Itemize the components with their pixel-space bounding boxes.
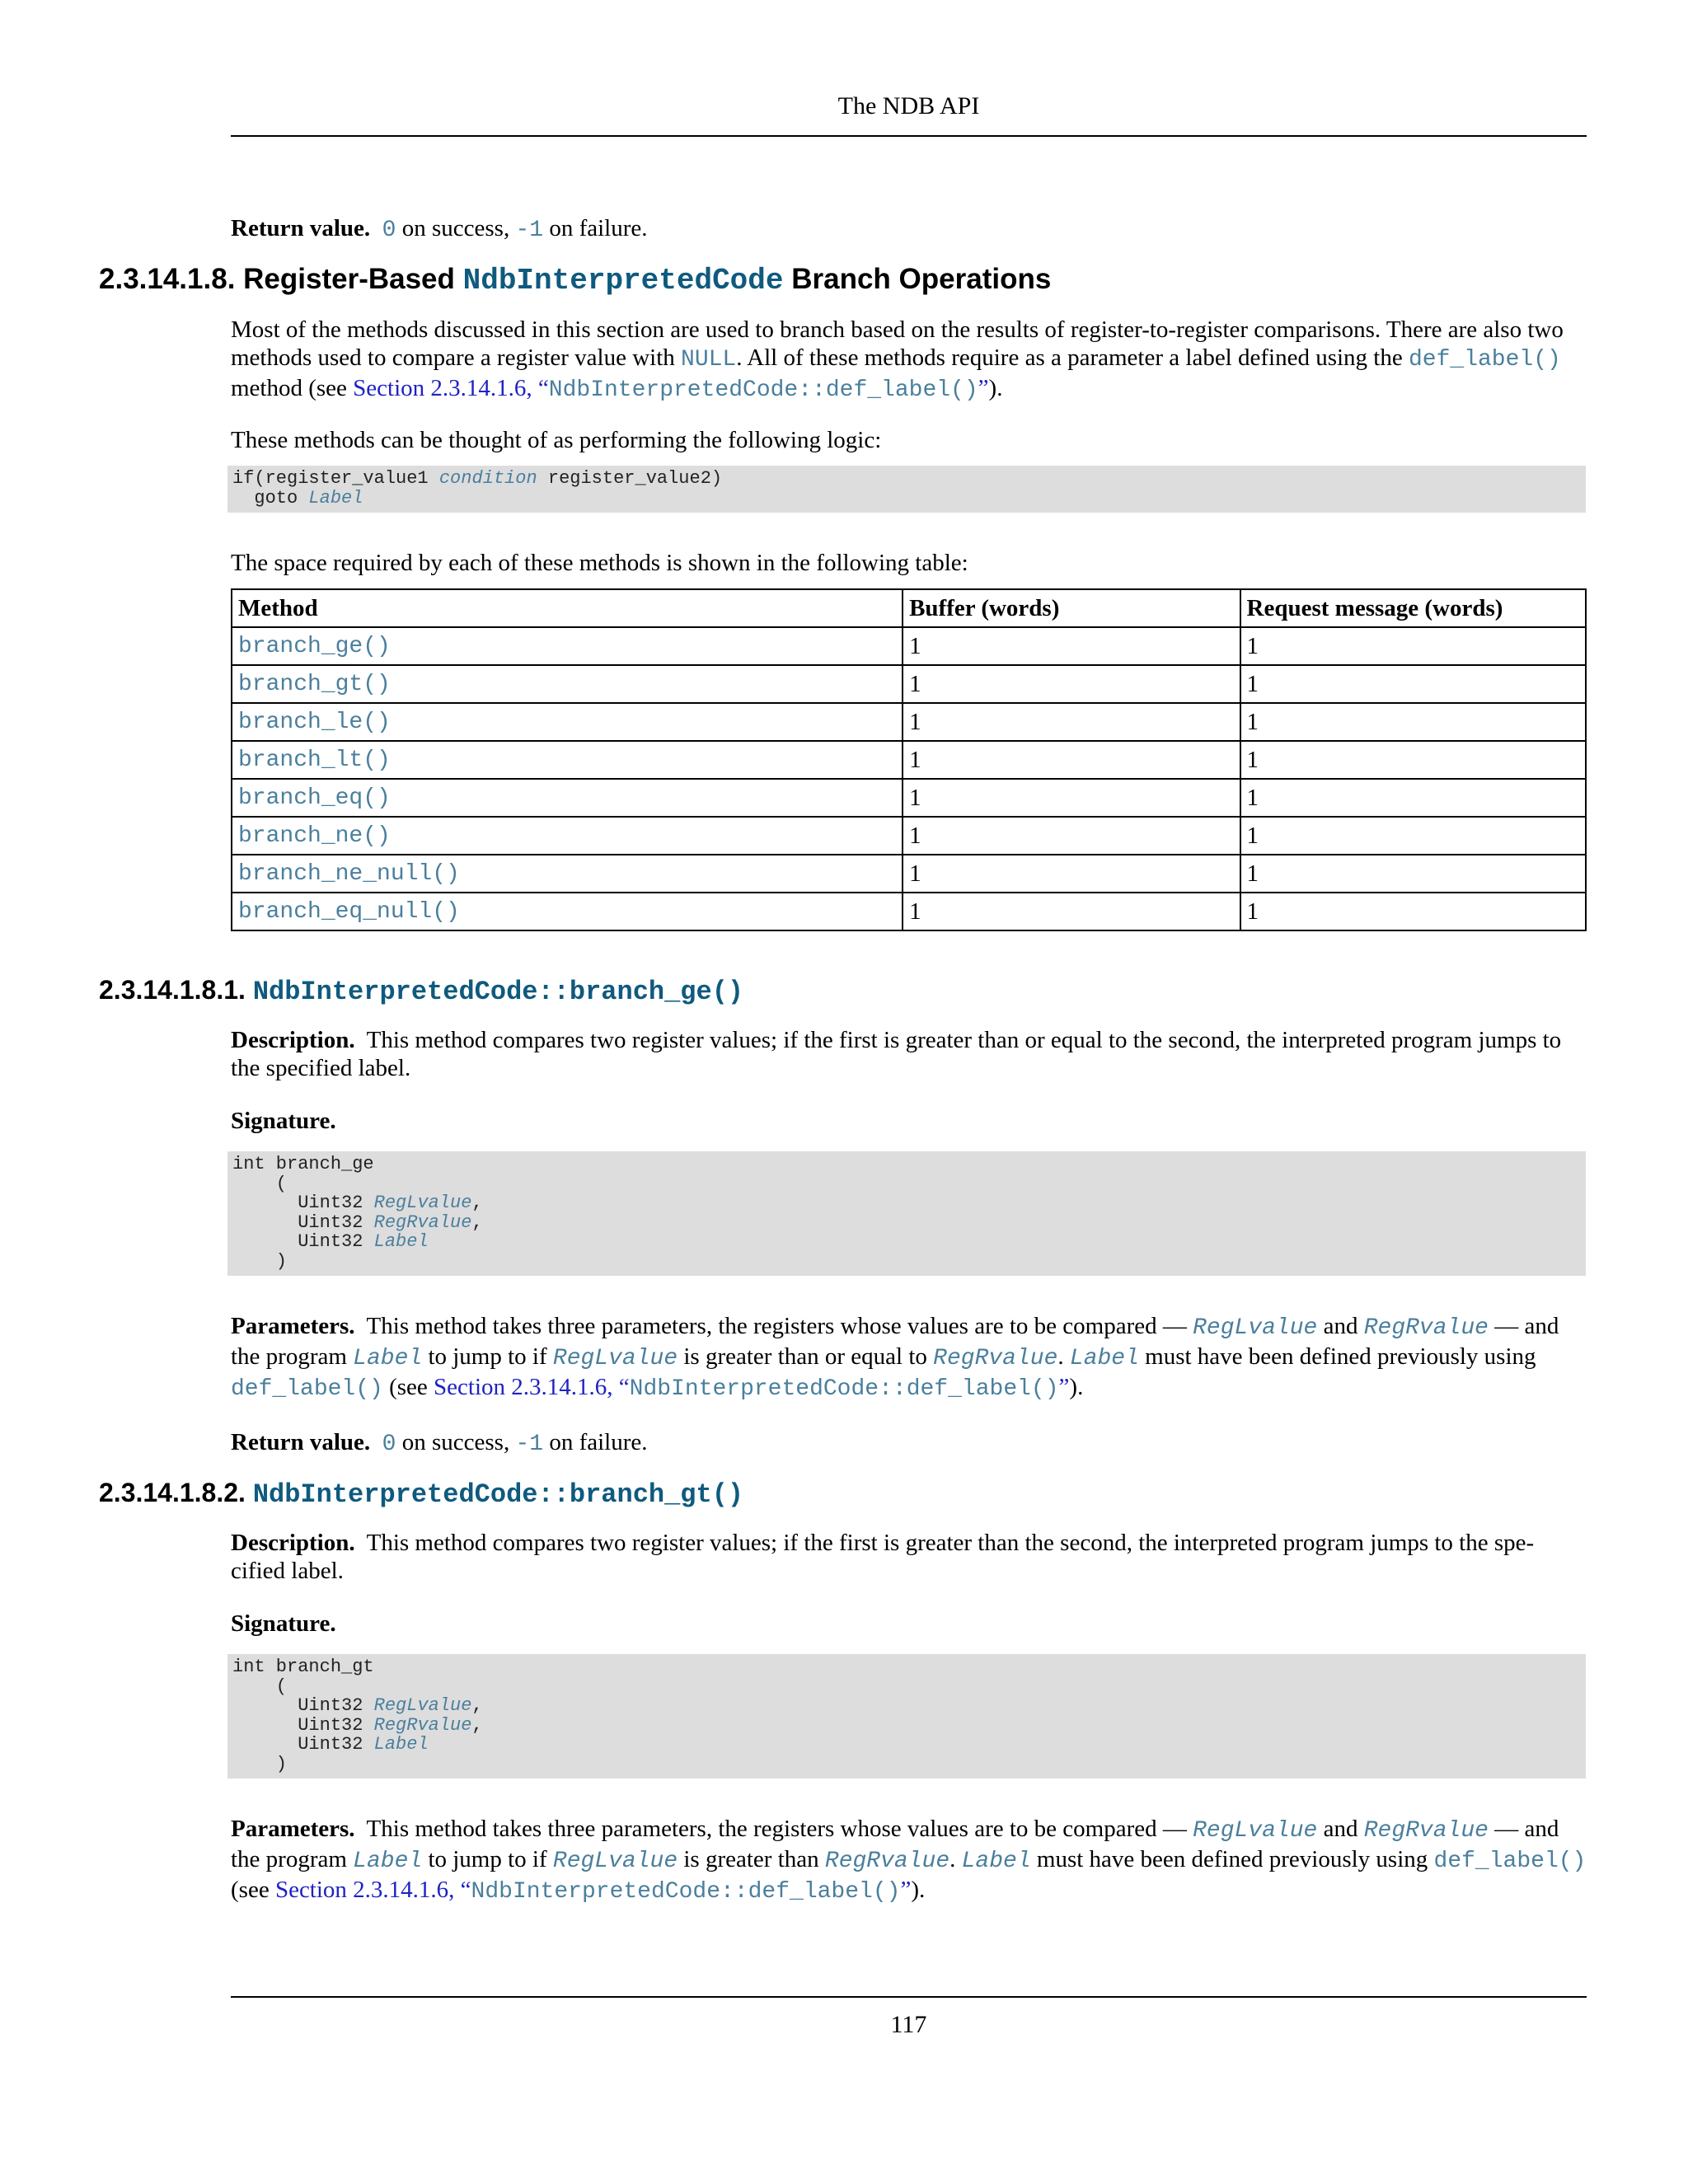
buffer-cell: 1	[903, 627, 1240, 665]
footer-rule	[231, 1996, 1587, 1998]
buffer-cell: 1	[903, 893, 1240, 930]
buffer-cell: 1	[903, 855, 1240, 893]
buffer-cell: 1	[903, 665, 1240, 703]
branch-gt-description: Description. This method compares two register values; if the first is greater than the second, the interpreted program jumps to the spe-cified label.	[231, 1530, 1535, 1584]
table-header-method: Method	[232, 589, 903, 627]
running-header: The NDB API	[837, 92, 980, 120]
return-zero: 0	[382, 218, 396, 243]
method-cell[interactable]: branch_ne()	[232, 817, 903, 855]
section-link-def-label[interactable]: Section 2.3.14.1.6, “NdbInterpretedCode::def_label()”	[353, 375, 989, 403]
table-row	[232, 703, 1586, 741]
subsection-heading-branch-ge: 2.3.14.1.8.1. NdbInterpretedCode::branch_ge()	[99, 975, 744, 1007]
table-row	[232, 741, 1586, 779]
header-rule	[231, 135, 1587, 137]
branch-ge-description: Description. This method compares two register values; if the first is greater than or equal to the second, the interpreted program jumps to the specified label.	[231, 1027, 1562, 1081]
subsection-heading-branch-gt: 2.3.14.1.8.2. NdbInterpretedCode::branch_gt()	[99, 1478, 744, 1510]
branch-ge-signature-code: int branch_ge ( Uint32 RegLvalue, Uint32 RegRvalue, Uint32 Label )	[227, 1151, 1586, 1276]
page-content	[0, 214, 1688, 1906]
buffer-cell: 1	[903, 779, 1240, 817]
request-cell: 1	[1240, 855, 1586, 893]
return-minus-one: -1	[515, 218, 544, 243]
logic-intro: These methods can be thought of as performing the following logic:	[231, 427, 882, 453]
request-cell: 1	[1240, 703, 1586, 741]
table-row	[232, 779, 1586, 817]
method-cell[interactable]: branch_ne_null()	[232, 855, 903, 893]
table-row	[232, 817, 1586, 855]
method-cell[interactable]: branch_le()	[232, 703, 903, 741]
branch-ge-signature-label: Signature.	[231, 1108, 336, 1134]
space-table	[231, 588, 1587, 931]
request-cell: 1	[1240, 779, 1586, 817]
table-row	[232, 893, 1586, 930]
branch-ge-link-def-label[interactable]: Section 2.3.14.1.6, “NdbInterpretedCode::def_label()”	[434, 1374, 1070, 1402]
method-cell[interactable]: branch_ge()	[232, 627, 903, 665]
table-row	[232, 855, 1586, 893]
section-intro: Most of the methods discussed in this section are used to branch based on the results of register-to-register comparisons. There are also two methods used to compare a register value with NULL. All of these methods require as a parameter a label defined using the def_label() method (see Section 2.3.14.1.6, “NdbInterpretedCode::def_label()”).	[231, 316, 1564, 403]
return-value-paragraph: Return value. 0 on success, -1 on failure.	[231, 215, 648, 243]
logic-code-block: if(register_value1 condition register_value2) goto Label	[227, 466, 1586, 513]
page-number: 117	[890, 2011, 927, 2038]
method-cell[interactable]: branch_eq()	[232, 779, 903, 817]
section-heading: 2.3.14.1.8. Register-Based NdbInterpretedCode Branch Operations	[99, 263, 1052, 298]
table-header-buffer: Buffer (words)	[903, 589, 1240, 627]
request-cell: 1	[1240, 665, 1586, 703]
method-cell[interactable]: branch_lt()	[232, 741, 903, 779]
branch-ge-return-value: Return value. 0 on success, -1 on failure.	[231, 1429, 648, 1457]
return-value-label: Return value.	[231, 215, 371, 241]
table-header-request: Request message (words)	[1240, 589, 1586, 627]
request-cell: 1	[1240, 817, 1586, 855]
table-header-row	[232, 589, 1586, 627]
buffer-cell: 1	[903, 741, 1240, 779]
method-cell[interactable]: branch_gt()	[232, 665, 903, 703]
branch-gt-signature-label: Signature.	[231, 1610, 336, 1637]
branch-gt-link-def-label[interactable]: Section 2.3.14.1.6, “NdbInterpretedCode::def_label()”	[274, 1877, 912, 1905]
branch-gt-parameters: Parameters. This method takes three parameters, the registers whose values are to be compared — RegLvalue and RegRvalue — and the program Label to jump to if RegLvalue is greater than RegRvalue. Label must have been defined previously using def_label() (see Section 2.3.14.1.6, “NdbInterpretedCode::def_label()”).	[231, 1816, 1587, 1905]
null-code: NULL	[681, 347, 737, 373]
table-row	[232, 665, 1586, 703]
request-cell: 1	[1240, 627, 1586, 665]
request-cell: 1	[1240, 893, 1586, 930]
table-row	[232, 627, 1586, 665]
branch-ge-parameters: Parameters. This method takes three parameters, the registers whose values are to be compared — RegLvalue and RegRvalue — and the program Label to jump to if RegLvalue is greater than or equal to RegRvalue. Label must have been defined previously using def_label() (see Section 2.3.14.1.6, “NdbInterpretedCode::def_label()”).	[231, 1313, 1559, 1402]
buffer-cell: 1	[903, 817, 1240, 855]
method-cell[interactable]: branch_eq_null()	[232, 893, 903, 930]
request-cell: 1	[1240, 741, 1586, 779]
branch-gt-signature-code: int branch_gt ( Uint32 RegLvalue, Uint32 RegRvalue, Uint32 Label )	[227, 1654, 1586, 1779]
table-intro: The space required by each of these methods is shown in the following table:	[231, 550, 968, 576]
buffer-cell: 1	[903, 703, 1240, 741]
def-label-code: def_label()	[1408, 347, 1561, 373]
